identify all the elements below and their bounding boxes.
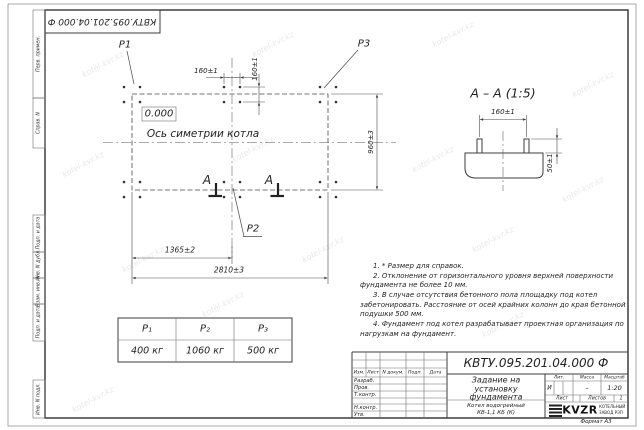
row-utv: Утв. [354,411,365,418]
scale-label: Масштаб [604,375,625,380]
p3-leader [324,50,358,88]
plan-view [103,50,396,284]
stamp-podp-data-2: Подп. и дата [36,305,42,339]
load-point-p2-label: P2 [246,223,260,235]
col-data: Дата [429,370,442,375]
row-nkontr: Н.контр. [354,404,378,411]
zero-level-mark: 0.000 [144,108,174,120]
doc-title-line3: фундамента [469,392,523,402]
loads-header-p2: P₂ [199,323,211,335]
logo-subtitle-1: КОТЕЛЬНЫЙ [599,404,626,409]
loads-value-p3: 500 кг [247,345,279,357]
col-list: Лист [367,370,379,375]
watermark: kotel-kvr.kz [80,49,126,80]
mass-label: Масса [579,375,595,380]
stamp-vzam-inv: Взам. инв. N [36,275,42,307]
stamp-perv-primen: Перв. примен. [36,35,42,73]
dim-section-bolts: 160±1 [491,108,515,116]
note-3: 3. В случае отсутствия бетонного пола площадку под котел забетонировать. Расстояние от осей крайних колонн до края бетонной подушки 500 мм. [360,290,626,319]
doc-title-line2: установку [474,384,518,394]
logo-subtitle-2: ЗАВОД РЭП [599,409,623,415]
watermark: kotel-kvr.kz [300,234,346,265]
section-title: А – А (1:5) [470,85,536,101]
dim-total-length: 2810±3 [213,265,245,275]
doc-title-line1: Задание на [471,375,521,385]
watermark: kotel-kvr.kz [560,174,606,205]
p2-leader [233,188,244,237]
row-razrab: Разраб. [354,377,375,384]
watermark: kotel-kvr.kz [480,309,526,340]
watermark: kotel-kvr.kz [70,384,116,415]
row-prov: Пров. [354,384,370,391]
kvzr-logo-text: KVZR [562,403,598,417]
note-4: 4. Фундамент под котел разрабатывает проектная организация по нагрузкам на фундамент. [360,319,624,338]
title-block-doc-number: КВТУ.095.201.04.000 Ф [463,356,609,370]
sheets-label: Листов [588,396,606,401]
watermark: kotel-kvr.kz [250,29,296,60]
product-name-line2: КВ-1,1 КБ (К) [477,410,515,416]
concrete-pad [465,153,543,178]
dim-foundation-width: 960±3 [367,130,375,154]
stamp-sprav-n: Справ. N [36,112,42,134]
loads-value-p2: 1060 кг [186,345,224,357]
watermark: kotel-kvr.kz [230,134,276,165]
stamp-inv-podl: Инв. N подл. [36,383,42,415]
anchor-bolts [123,86,338,199]
dim-bolt-height: 50±1 [546,153,554,173]
bolt-right [524,139,529,153]
note-2: 2. Отклонение от горизонтального уровня верхней поверхности фундамента не более 10 мм. [360,271,614,290]
watermark: kotel-kvr.kz [570,69,616,100]
top-doc-number: КВТУ.095.201.04.000 Ф [47,16,157,26]
scale-value: 1:20 [607,384,622,392]
section-letter-left: А [202,173,212,187]
lit-value: И [547,384,552,392]
product-name-line1: Котел водогрейный [467,403,525,409]
row-tkontr: Т.контр. [354,391,377,398]
bolt-left [477,139,482,153]
sheets-value: 1 [619,396,623,401]
p1-leader [127,51,134,84]
watermark: kotel-kvr.kz [430,19,476,50]
loads-header-p3: P₃ [257,323,269,335]
load-point-p1-label: P1 [118,39,132,51]
watermark: kotel-kvr.kz [410,144,456,175]
stamp-inv-dubl: Инв. N дубл. [36,249,42,281]
note-1: 1. * Размер для справок. [373,262,464,270]
loads-value-p1: 400 кг [131,345,163,357]
col-izm: Изм. [353,370,365,375]
format-label: Формат А3 [580,419,612,425]
watermark: kotel-kvr.kz [470,224,516,255]
col-ndokum: N докум. [382,370,404,375]
technical-notes [360,262,628,339]
boiler-axis-label: Ось симетрии котла [146,128,260,140]
mass-value: – [585,384,589,392]
spring-coil-logo-icon [549,406,562,417]
dim-half-length: 1365±2 [164,245,196,255]
stamp-podp-data-1: Подп. и дата [36,216,42,250]
sheet-label: Лист [555,396,569,401]
dim-bolt-spacing-v: 160±1 [251,57,259,81]
loads-header-p1: P₁ [141,323,153,335]
section-letter-right: А [264,173,274,187]
watermark: kotel-kvr.kz [200,289,246,320]
watermark: kotel-kvr.kz [60,149,106,180]
dim-bolt-spacing-h: 160±1 [194,67,218,75]
load-point-p3-label: P3 [357,38,371,50]
col-podp: Подп. [408,370,422,375]
lit-label: Лит. [553,375,565,380]
watermark: kotel-kvr.kz [120,244,166,275]
